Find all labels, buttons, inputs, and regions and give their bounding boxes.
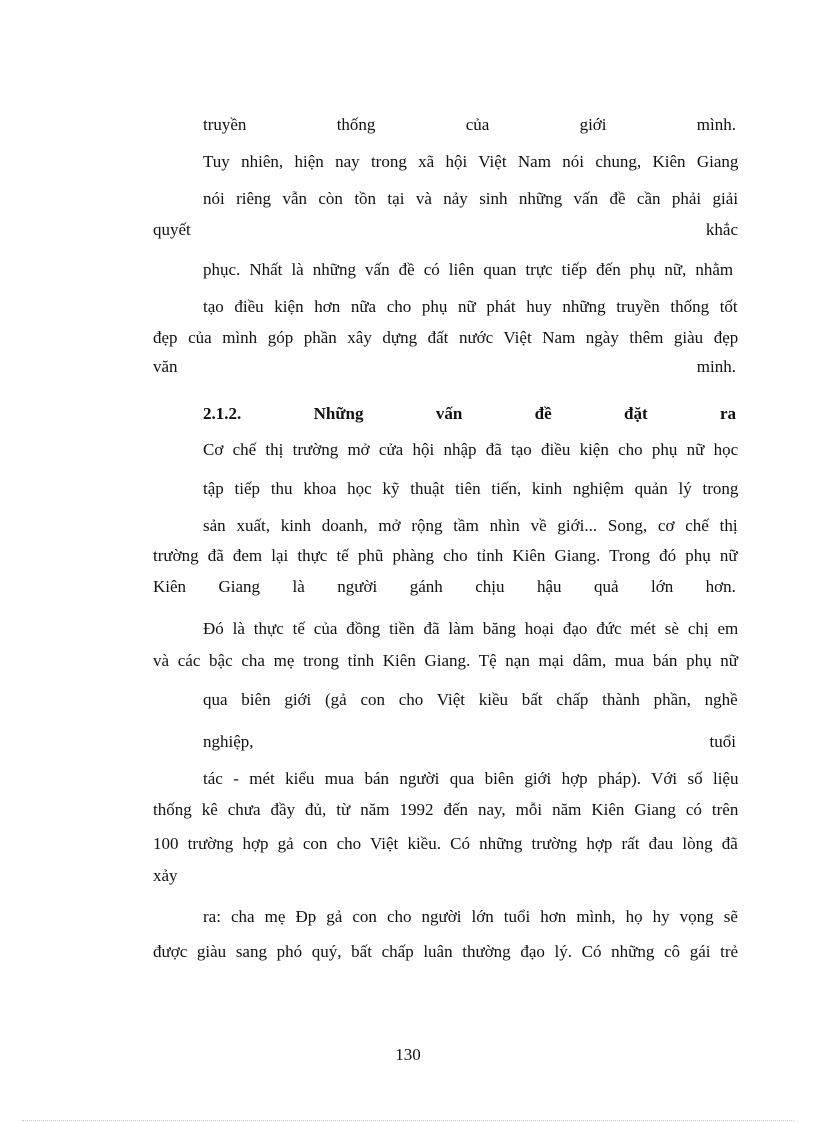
text-line: nói riêng vẫn còn tồn tại và nảy sinh những vấn đề cần phải giải [203,189,739,208]
text-line [203,730,736,754]
text-line: tạo điều kiện hơn nữa cho phụ nữ phát huy những truyền thống tốt [203,297,738,316]
heading-word: ra [719,404,736,423]
word: nghiệp, [203,732,254,751]
word: Kiên [153,577,187,596]
word: chịu [475,577,505,596]
text-line [203,113,736,137]
heading-word: vấn [435,404,463,423]
text-line: qua biên giới (gả con cho Việt kiều bất chấp thành phần, nghề [203,690,738,709]
word: hơn. [705,577,736,596]
page-number: 130 [395,1045,421,1064]
text-line: trường đã đem lại thực tế phũ phàng cho tỉnh Kiên Giang. Trong đó phụ nữ [153,546,738,565]
word: tuổi [709,732,736,751]
heading-word: đặt [623,404,648,423]
text-line: tập tiếp thu khoa học kỹ thuật tiên tiến, kinh nghiệm quản lý trong [203,479,739,498]
text-line: được giàu sang phó quý, bất chấp luân thường đạo lý. Có những cô gái trẻ [153,942,739,961]
page-edge-divider [22,1120,794,1121]
word: là [292,577,305,596]
text-line: 100 trường hợp gả con cho Việt kiều. Có những trường hợp rất đau lòng đã [153,834,738,853]
word: gánh [409,577,443,596]
heading-word: Những [313,404,364,423]
word: người [337,577,378,596]
text-line: phục. Nhất là những vấn đề có liên quan trực tiếp đến phụ nữ, nhằm [203,260,734,279]
word: minh. [696,357,736,376]
word: truyền [203,115,247,134]
word: khắc [705,220,738,239]
word: lớn [650,577,674,596]
word: Giang [218,577,261,596]
text-line: sản xuất, kinh doanh, mở rộng tầm nhìn về giới... Song, cơ chế thị [203,516,738,535]
text-line: đẹp của mình góp phần xây dựng đất nước Việt Nam ngày thêm giàu đẹp [153,328,739,347]
text-line: thống kê chưa đầy đủ, từ năm 1992 đến nay, mỗi năm Kiên Giang có trên [153,800,739,819]
word: quyết [153,220,191,239]
word: của [465,115,490,134]
text-line: tác - mét kiểu mua bán người qua biên giới hợp pháp). Với số liệu [203,769,739,788]
text-line: xảy [153,866,178,885]
heading-word: đề [534,404,552,423]
text-line: ra: cha mẹ Đp gả con cho người lớn tuổi hơn mình, họ hy vọng sẽ [203,907,738,926]
word: thống [336,115,376,134]
word: văn [153,357,178,376]
text-line: Tuy nhiên, hiện nay trong xã hội Việt Nam nói chung, Kiên Giang [203,152,739,171]
heading-word: 2.1.2. [203,404,242,423]
text-line [153,355,736,379]
word: giới [579,115,607,134]
text-line [153,218,738,242]
text-line [153,575,736,599]
section-heading [203,402,736,426]
text-line: Cơ chế thị trường mở cửa hội nhập đã tạo điều kiện cho phụ nữ học [203,440,739,459]
word: mình. [696,115,736,134]
word: quả [593,577,619,596]
text-line: và các bậc cha mẹ trong tỉnh Kiên Giang. Tệ nạn mại dâm, mua bán phụ nữ [153,651,739,670]
text-line: Đó là thực tế của đồng tiền đã làm băng hoại đạo đức mét sè chị em [203,619,739,638]
word: hậu [536,577,562,596]
